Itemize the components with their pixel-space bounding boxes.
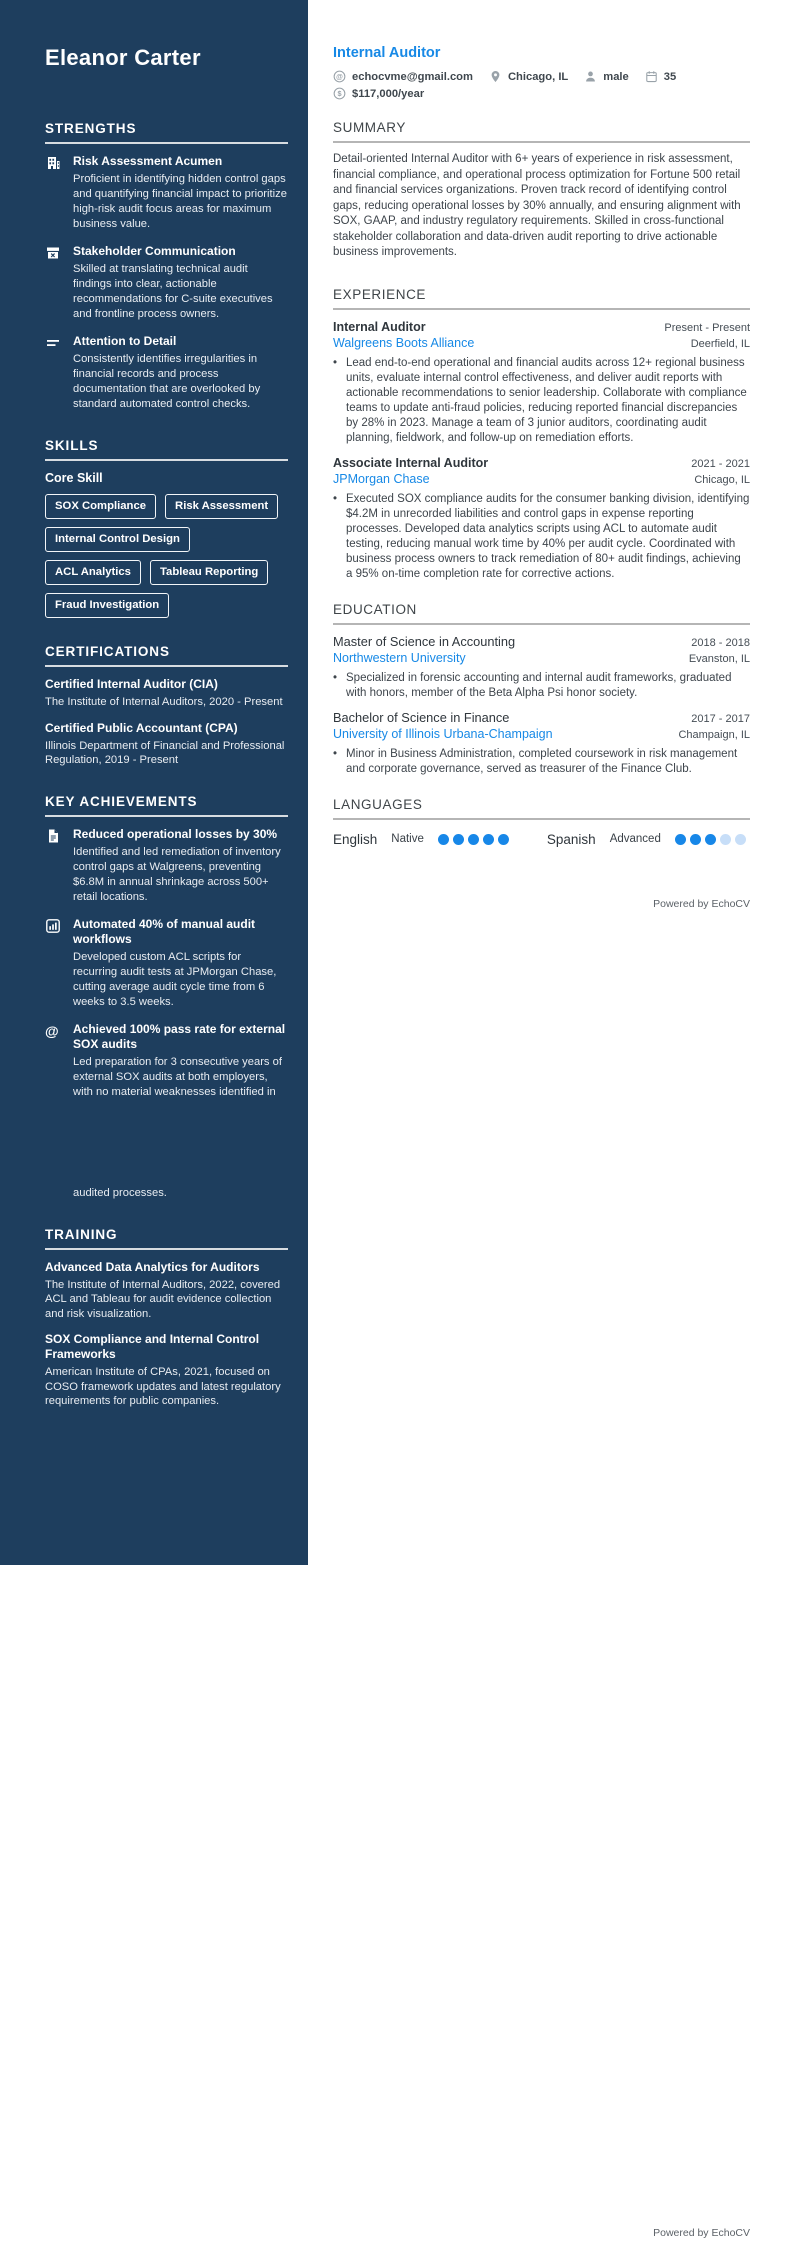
summary-section <box>333 120 750 261</box>
sidebar <box>0 0 308 1565</box>
skill-tag: SOX Compliance <box>45 494 156 519</box>
training-item <box>45 1260 288 1322</box>
certification-title: Certified Internal Auditor (CIA) <box>45 677 218 691</box>
education-location: Evanston, IL <box>688 652 750 665</box>
contact-item <box>584 70 629 83</box>
strength-item <box>45 244 288 322</box>
svg-text:@: @ <box>336 73 343 81</box>
experience-section <box>333 287 750 582</box>
language-level-label: Advanced <box>609 833 661 845</box>
strength-description: Skilled at translating technical audit findings into clear, actionable recommendations for C-suite executives and frontline process owners. <box>73 263 273 320</box>
achievement-item <box>45 1022 288 1201</box>
level-dot <box>720 834 731 845</box>
education-heading: EDUCATION <box>333 602 750 625</box>
achievement-title: Achieved 100% pass rate for external SOX audits <box>73 1021 286 1051</box>
contact-row <box>333 70 750 100</box>
level-dot <box>453 834 464 845</box>
training-heading: TRAINING <box>45 1227 288 1250</box>
languages-list <box>333 832 750 847</box>
person-icon <box>584 70 597 83</box>
certification-title: Certified Public Accountant (CPA) <box>45 720 238 735</box>
training-title: Advanced Data Analytics for Auditors <box>45 1259 260 1274</box>
certifications-section <box>45 644 288 768</box>
experience-location: Chicago, IL <box>694 473 750 486</box>
experience-location: Deerfield, IL <box>690 337 750 350</box>
achievement-item <box>45 827 288 905</box>
achievements-heading: KEY ACHIEVEMENTS <box>45 794 288 817</box>
chart-icon <box>45 917 73 1010</box>
education-list <box>333 634 750 777</box>
archive-icon <box>45 244 73 322</box>
experience-item <box>333 319 750 446</box>
achievements-list <box>45 827 288 1201</box>
languages-heading: LANGUAGES <box>333 797 750 820</box>
level-dot <box>675 834 686 845</box>
strengths-heading: STRENGTHS <box>45 121 288 144</box>
at-glyph-icon: @ <box>45 1022 59 1039</box>
language-name: English <box>333 831 378 847</box>
skill-tag: ACL Analytics <box>45 560 141 585</box>
strengths-list <box>45 154 288 412</box>
contact-item <box>489 70 568 83</box>
education-item <box>333 710 750 777</box>
education-section <box>333 602 750 777</box>
skill-tags <box>45 494 288 618</box>
education-bullet-text: Specialized in forensic accounting and internal audit frameworks, graduated with honors, member of the Beta Alpha Psi honor society. <box>346 671 732 699</box>
experience-bullet-text: Executed SOX compliance audits for the consumer banking division, identifying $4.2M in unrecorded liabilities and control gaps in expense reporting processes. Developed data analytics scripts using ACL to automate audit testing, reducing manual work time by 40% per audit cycle. Coordinated with business process owners to track remediation of 80+ audit findings, achieving a 95% on-time completion rate for corrective actions. <box>346 492 750 580</box>
certification-item <box>45 677 288 710</box>
language-level-label: Native <box>391 833 424 845</box>
training-description: The Institute of Internal Auditors, 2022, covered ACL and Tableau for audit evidence collection and risk visualization. <box>45 1278 281 1320</box>
strength-title: Risk Assessment Acumen <box>73 154 223 168</box>
experience-list <box>333 319 750 582</box>
bullet-marker: • <box>333 492 338 505</box>
strength-item <box>45 154 288 232</box>
svg-text:$: $ <box>337 89 342 99</box>
file-icon <box>45 827 73 905</box>
contact-value: Chicago, IL <box>507 70 569 83</box>
powered-by-footer-page2: Powered by EchoCV <box>653 2227 750 2239</box>
contact-value: male <box>603 70 629 83</box>
powered-by-footer: Powered by EchoCV <box>653 898 750 910</box>
skills-heading: SKILLS <box>45 438 288 461</box>
experience-dates: 2021 - 2021 <box>691 457 750 470</box>
skill-tag: Risk Assessment <box>165 494 278 519</box>
training-title: SOX Compliance and Internal Control Frameworks <box>45 1332 260 1361</box>
training-section <box>45 1227 288 1409</box>
achievement-description: Developed custom ACL scripts for recurring audit tests at JPMorgan Chase, cutting average audit cycle time from 6 weeks to 3.5 weeks. <box>73 950 277 1008</box>
experience-dates: Present - Present <box>664 321 750 334</box>
bank-icon <box>45 154 73 232</box>
skill-tag: Internal Control Design <box>45 527 190 552</box>
level-dot <box>705 834 716 845</box>
bullet-marker: • <box>333 356 338 369</box>
job-title-header: Internal Auditor <box>333 45 441 61</box>
calendar-icon <box>645 70 658 83</box>
achievement-description: Led preparation for 3 consecutive years of external SOX audits at both employers, with no material weaknesses identified in <box>73 1055 282 1098</box>
training-item <box>45 1332 288 1409</box>
language-item <box>333 832 509 847</box>
level-dot <box>483 834 494 845</box>
main-content <box>333 0 750 847</box>
bullet-marker: • <box>333 747 338 760</box>
education-degree: Bachelor of Science in Finance <box>333 709 510 725</box>
company-link[interactable]: Walgreens Boots Alliance <box>333 335 475 350</box>
level-dot <box>438 834 449 845</box>
experience-item <box>333 455 750 582</box>
skill-tag: Fraud Investigation <box>45 593 169 618</box>
summary-text: Detail-oriented Internal Auditor with 6+ years of experience in risk assessment, financial compliance, and operational process optimization for Fortune 500 retail and financial services organizations. Proven track record of identifying control gaps, reducing operational losses by 30% annually, and ensuring alignment with SOX, GAAP, and industry regulatory requirements. Skilled in cross-functional stakeholder collaboration and data-driven audit reporting to drive actionable business improvements. <box>333 153 741 258</box>
education-degree: Master of Science in Accounting <box>333 633 516 649</box>
experience-job-title: Internal Auditor <box>333 319 426 334</box>
experience-job-title: Associate Internal Auditor <box>333 455 489 470</box>
strength-title: Attention to Detail <box>73 334 177 348</box>
certifications-list <box>45 677 288 768</box>
contact-value: $117,000/year <box>352 87 425 100</box>
candidate-name: Eleanor Carter <box>45 45 201 70</box>
achievement-description: Identified and led remediation of inventory control gaps at Walgreens, preventing $6.8M in annual shrinkage across 500+ retail locations. <box>73 845 281 903</box>
language-item <box>547 832 746 847</box>
achievements-section <box>45 794 288 1201</box>
summary-heading: SUMMARY <box>333 120 750 143</box>
strength-description: Consistently identifies irregularities in financial records and process documentation that are overlooked by standard automated control checks. <box>73 353 261 410</box>
experience-bullet-text: Lead end-to-end operational and financial audits across 12+ regional business units, evaluate internal control effectiveness, and deliver audit reports with actionable recommendations to senior leadership. Collaborate with compliance teams to update anti-fraud policies, reducing reported financial discrepancies by 28% in 2023. Manage a team of 3 junior auditors, coordinating audit planning, fieldwork, and follow-up on remediation efforts. <box>346 356 747 444</box>
contact-item <box>333 87 424 100</box>
school-link[interactable]: Northwestern University <box>333 650 466 665</box>
location-icon <box>489 70 502 83</box>
strengths-section <box>45 121 288 412</box>
certifications-heading: CERTIFICATIONS <box>45 644 288 667</box>
level-dot <box>498 834 509 845</box>
training-list <box>45 1260 288 1409</box>
education-dates: 2018 - 2018 <box>691 636 750 649</box>
lines-icon <box>45 334 73 412</box>
contact-item <box>333 70 473 83</box>
language-level-dots <box>675 834 746 845</box>
experience-heading: EXPERIENCE <box>333 287 750 310</box>
contact-value: echocvme@gmail.com <box>352 70 473 83</box>
achievement-title: Reduced operational losses by 30% <box>73 826 278 841</box>
level-dot <box>690 834 701 845</box>
certification-description: Illinois Department of Financial and Professional Regulation, 2019 - Present <box>45 739 285 766</box>
language-level-dots <box>438 834 509 845</box>
achievement-item <box>45 917 288 1010</box>
skill-tag: Tableau Reporting <box>150 560 268 585</box>
level-dot <box>735 834 746 845</box>
strength-item <box>45 334 288 412</box>
certification-item <box>45 721 288 768</box>
bullet-marker: • <box>333 671 338 684</box>
strength-description: Proficient in identifying hidden control gaps and quantifying financial impact to prioritize high-risk audit focus areas for maximum business value. <box>73 173 287 230</box>
achievement-description-overflow: audited processes. <box>73 1186 167 1199</box>
certification-description: The Institute of Internal Auditors, 2020 - Present <box>45 696 283 708</box>
languages-section <box>333 797 750 847</box>
education-bullet-text: Minor in Business Administration, completed coursework in risk management and corporate governance, served as treasurer of the Finance Club. <box>346 747 738 775</box>
company-link[interactable]: JPMorgan Chase <box>333 471 430 486</box>
training-description: American Institute of CPAs, 2021, focused on COSO framework updates and latest regulatory requirements for public companies. <box>45 1366 281 1407</box>
contact-item <box>645 70 676 83</box>
education-dates: 2017 - 2017 <box>691 712 750 725</box>
dollar-icon <box>333 87 346 100</box>
skills-section <box>45 438 288 618</box>
education-item <box>333 634 750 701</box>
level-dot <box>468 834 479 845</box>
contact-value: 35 <box>663 70 677 83</box>
skill-group-label: Core Skill <box>45 471 103 485</box>
achievement-title: Automated 40% of manual audit workflows <box>73 916 256 946</box>
school-link[interactable]: University of Illinois Urbana-Champaign <box>333 726 553 741</box>
strength-title: Stakeholder Communication <box>73 244 236 258</box>
education-location: Champaign, IL <box>678 728 750 741</box>
language-name: Spanish <box>546 831 596 847</box>
at-circle-icon <box>333 70 346 83</box>
